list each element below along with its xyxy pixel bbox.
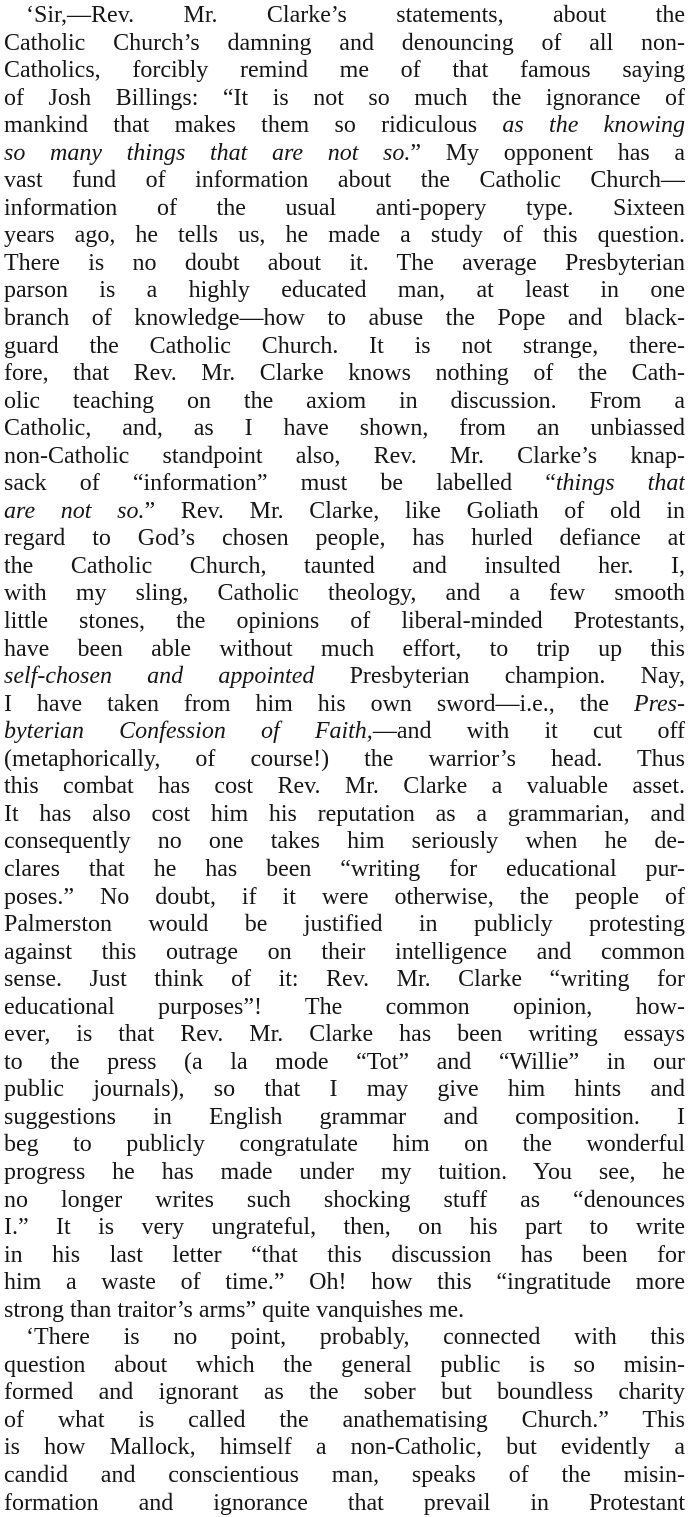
text-line [4, 663, 685, 691]
text-line [4, 250, 685, 278]
italic-text: are not so. [4, 497, 145, 524]
body-text: formed and ignorant as the sober but boundless charity [4, 1379, 685, 1406]
body-text: non-Catholic standpoint also, Rev. Mr. Clarke’s knap- [4, 442, 685, 469]
body-text: is how Mallock, himself a non-Catholic, but evidently a [4, 1434, 685, 1461]
body-text: the Catholic Church, taunted and insulted her. I, [4, 552, 685, 579]
text-line [4, 608, 685, 636]
body-text: mankind that makes them so ridiculous [4, 112, 503, 139]
body-text: There is no doubt about it. The average Presbyterian [4, 249, 685, 276]
text-line [4, 2, 685, 30]
text-line [4, 1379, 685, 1407]
text-line [4, 1490, 685, 1517]
body-text: suggestions in English grammar and composition. I [4, 1103, 685, 1130]
body-text: this combat has cost Rev. Mr. Clarke a valuable asset. [4, 773, 685, 800]
text-line [4, 939, 685, 967]
body-text: against this outrage on their intelligence and common [4, 938, 685, 965]
text-line [4, 470, 685, 498]
text-line [4, 167, 685, 195]
text-line [4, 1049, 685, 1077]
text-line [4, 443, 685, 471]
body-text: with my sling, Catholic theology, and a few smooth [4, 580, 685, 607]
text-line [4, 360, 685, 388]
text-line [4, 498, 685, 526]
text-line [4, 801, 685, 829]
text-line [4, 773, 685, 801]
body-text: ‘Sir,—Rev. Mr. Clarke’s statements, about the [26, 2, 685, 28]
body-text: Presbyterian champion. Nay, [314, 663, 685, 690]
paragraph [4, 1324, 685, 1517]
text-line [4, 277, 685, 305]
body-text: years ago, he tells us, he made a study of this question. [4, 222, 685, 249]
body-text: clares that he has been “writing for educational pur- [4, 855, 685, 882]
text-line [4, 222, 685, 250]
body-text: beg to publicly congratulate him on the wonderful [4, 1131, 685, 1158]
body-text: of what is called the anathematising Church.” This [4, 1406, 685, 1433]
text-line [4, 85, 685, 113]
body-text: poses.” No doubt, if it were otherwise, the people of [4, 883, 685, 910]
body-text: ” Rev. Mr. Clarke, like Goliath of old in [144, 497, 685, 524]
paragraph [4, 2, 685, 1324]
body-text: in his last letter “that this discussion has been for [4, 1241, 685, 1268]
body-text: Palmerston would be justified in publicly protesting [4, 911, 685, 938]
text-line [4, 691, 685, 719]
body-text: to the press (a la mode “Tot” and “Willie” in our [4, 1048, 685, 1075]
body-text: formation and ignorance that prevail in Protestant [4, 1489, 685, 1516]
body-text: Catholics, forcibly remind me of that famous saying [4, 57, 685, 84]
text-line [4, 884, 685, 912]
body-text: little stones, the opinions of liberal-minded Protestants, [4, 608, 685, 635]
text-line [4, 1434, 685, 1462]
text-line [4, 1407, 685, 1435]
body-text: branch of knowledge—how to abuse the Pope and black- [4, 305, 685, 332]
text-line [4, 1352, 685, 1380]
body-text: progress he has made under my tuition. You see, he [4, 1158, 685, 1185]
body-text: educational purposes”! The common opinion, how- [4, 993, 685, 1020]
text-line [4, 1076, 685, 1104]
body-text: sense. Just think of it: Rev. Mr. Clarke “writing for [4, 966, 685, 993]
text-line [4, 1324, 685, 1352]
italic-text: Pres- [633, 690, 685, 717]
text-line [4, 580, 685, 608]
body-text: public journals), so that I may give him hints and [4, 1076, 685, 1103]
text-line [4, 1269, 685, 1297]
text-line [4, 415, 685, 443]
text-line [4, 1242, 685, 1270]
text-line [4, 1214, 685, 1242]
body-text: candid and conscientious man, speaks of the misin- [4, 1461, 685, 1488]
text-line [4, 305, 685, 333]
italic-text: so many things that are not so. [4, 139, 411, 166]
body-text: question about which the general public is so misin- [4, 1351, 685, 1378]
body-text: regard to God’s chosen people, has hurled defiance at [4, 525, 685, 552]
text-line [4, 140, 685, 168]
article-body [4, 2, 685, 1517]
body-text: Catholic Church’s damning and denouncing of all non- [4, 29, 685, 56]
body-text: vast fund of information about the Catholic Church— [4, 167, 685, 194]
text-line [4, 195, 685, 223]
body-text: I have taken from him his own sword—i.e., the [4, 690, 634, 717]
body-text: fore, that Rev. Mr. Clarke knows nothing of the Cath- [4, 360, 685, 387]
body-text: have been able without much effort, to trip up this [4, 635, 685, 662]
text-line [4, 1021, 685, 1049]
text-line [4, 1187, 685, 1215]
body-text: I.” It is very ungrateful, then, on his part to write [4, 1214, 685, 1241]
text-line [4, 1131, 685, 1159]
body-text: (metaphorically, of course!) the warrior’s head. Thus [4, 745, 685, 772]
body-text: Catholic, and, as I have shown, from an unbiassed [4, 415, 685, 442]
body-text: guard the Catholic Church. It is not strange, there- [4, 332, 685, 359]
body-text: —and with it cut off [372, 718, 685, 745]
body-text: no longer writes such shocking stuff as “denounces [4, 1186, 685, 1213]
text-line [4, 57, 685, 85]
text-line [4, 1159, 685, 1187]
body-text: consequently no one takes him seriously when he de- [4, 828, 685, 855]
italic-text: things that [555, 470, 685, 497]
text-line [4, 636, 685, 664]
text-line [4, 1462, 685, 1490]
text-line [4, 1104, 685, 1132]
text-line [4, 856, 685, 884]
text-line [4, 746, 685, 774]
text-line [4, 1297, 685, 1325]
text-line [4, 718, 685, 746]
text-line [4, 828, 685, 856]
text-line [4, 525, 685, 553]
body-text: ever, is that Rev. Mr. Clarke has been writing essays [4, 1021, 685, 1048]
italic-text: as the knowing [502, 112, 685, 139]
text-line [4, 911, 685, 939]
body-text: olic teaching on the axiom in discussion. From a [4, 387, 685, 414]
text-line [4, 553, 685, 581]
body-text: It has also cost him his reputation as a grammarian, and [4, 800, 685, 827]
body-text: information of the usual anti-popery type. Sixteen [4, 194, 685, 221]
body-text: ” My opponent has a [410, 139, 685, 166]
body-text: parson is a highly educated man, at least in one [4, 277, 685, 304]
italic-text: byterian Confession of Faith, [4, 718, 373, 745]
text-line [4, 994, 685, 1022]
text-line [4, 388, 685, 416]
text-line [4, 333, 685, 361]
text-line [4, 30, 685, 58]
text-line [4, 966, 685, 994]
body-text: him a waste of time.” Oh! how this “ingratitude more [4, 1269, 685, 1296]
text-line [4, 112, 685, 140]
body-text: of Josh Billings: “It is not so much the ignorance of [4, 84, 685, 111]
body-text: sack of “information” must be labelled “ [4, 470, 556, 497]
body-text: strong than traitor’s arms” quite vanquishes me. [4, 1296, 465, 1323]
body-text: ‘There is no point, probably, connected with this [26, 1324, 685, 1351]
italic-text: self-chosen and appointed [4, 663, 315, 690]
